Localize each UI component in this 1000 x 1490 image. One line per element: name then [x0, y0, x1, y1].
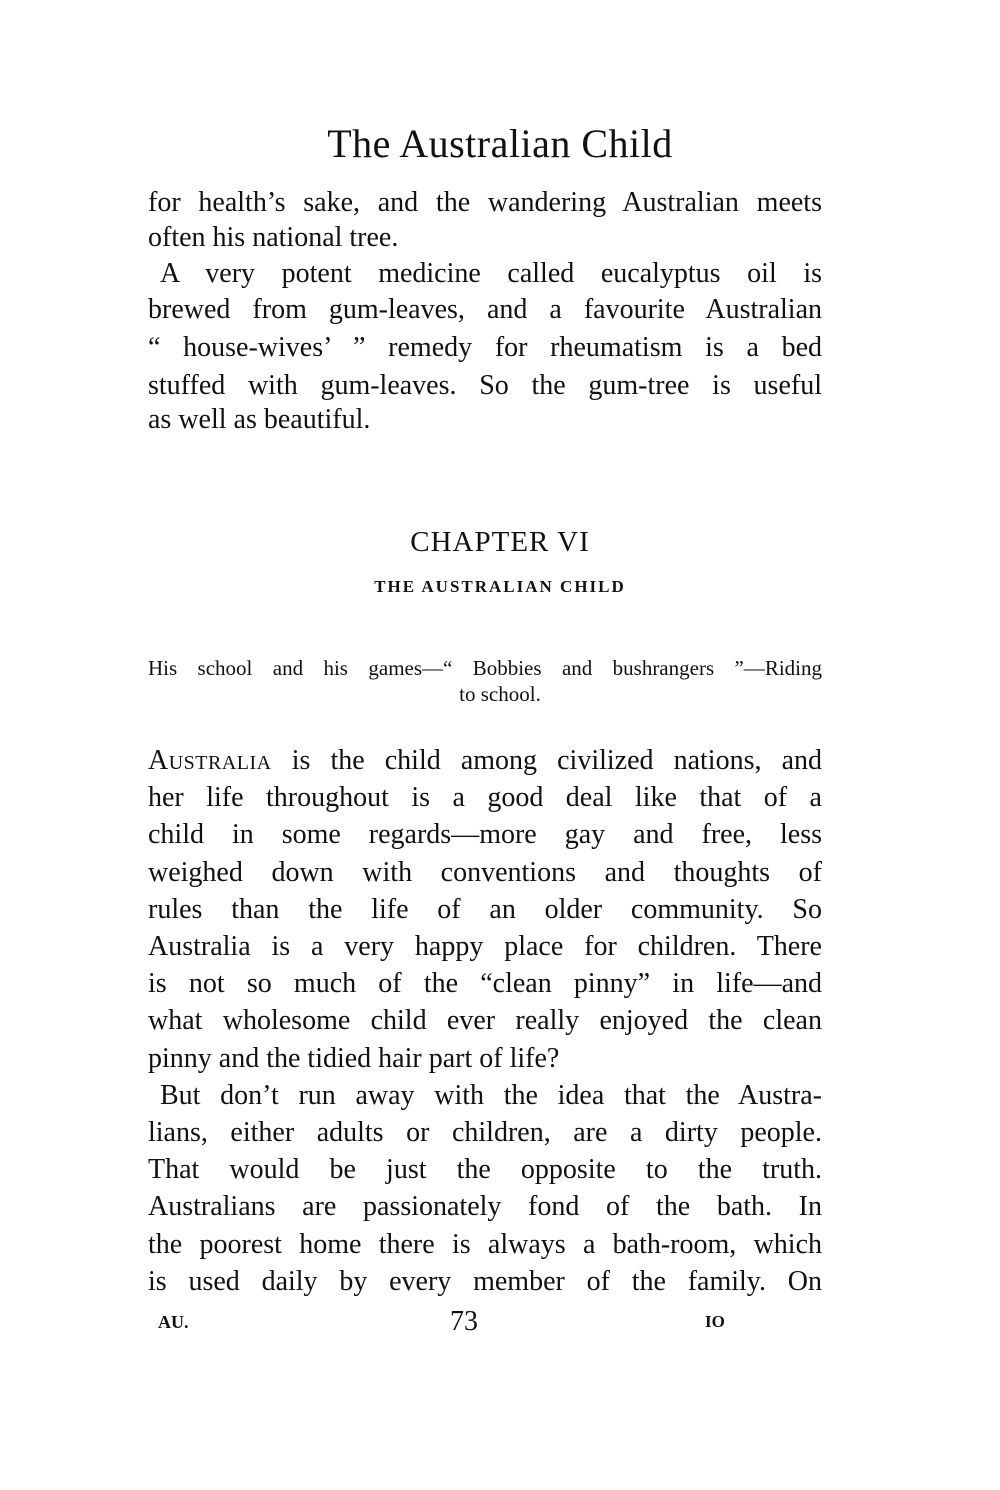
line-text: for health’s sake, and the wandering Australian meets [148, 187, 822, 218]
lead-word: Australia [148, 745, 272, 776]
text-line [160, 257, 822, 291]
text-line [148, 1190, 822, 1224]
text-line [148, 1042, 822, 1076]
text-line [148, 221, 822, 255]
line-text: the poorest home there is always a bath-room, which [148, 1229, 822, 1260]
line-text: is used daily by every member of the family. On [148, 1266, 822, 1297]
text-line [148, 744, 822, 778]
line-text: lians, either adults or children, are a dirty people. [148, 1117, 822, 1148]
line-text: often his national tree. [148, 222, 399, 253]
text-line [148, 1153, 822, 1187]
line-text: is not so much of the “clean pinny” in life—and [148, 968, 822, 999]
text-line [148, 403, 822, 437]
line-text: child in some regards—more gay and free, less [148, 819, 822, 850]
text-line [148, 293, 822, 327]
line-text: A very potent medicine called eucalyptus oil is [160, 258, 822, 289]
page-number: 73 [450, 1306, 478, 1337]
line-text: “ house-wives’ ” remedy for rheumatism is a bed [148, 332, 822, 363]
text-line [148, 1004, 822, 1038]
line-text: Australians are passionately fond of the bath. In [148, 1191, 822, 1222]
line-text: Australia is a very happy place for children. There [148, 931, 822, 962]
text-line [148, 893, 822, 927]
text-line [148, 967, 822, 1001]
text-line [160, 1079, 822, 1113]
text-line [148, 1265, 822, 1299]
line-text: rules than the life of an older community. So [148, 894, 822, 925]
gathering-number: IO [705, 1312, 725, 1331]
text-line [148, 781, 822, 815]
chapter-synopsis-continued: to school. [459, 682, 541, 706]
line-text: what wholesome child ever really enjoyed the clean [148, 1005, 822, 1036]
line-text: is the child among civilized nations, and [271, 745, 822, 776]
line-text: her life throughout is a good deal like that of a [148, 782, 822, 813]
text-line [148, 856, 822, 890]
line-text: stuffed with gum-leaves. So the gum-tree is useful [148, 370, 822, 401]
running-head: The Australian Child [327, 121, 673, 166]
line-text: pinny and the tidied hair part of life? [148, 1043, 560, 1074]
chapter-title: THE AUSTRALIAN CHILD [374, 577, 626, 596]
line-text: weighed down with conventions and thoughts of [148, 857, 822, 888]
text-line [148, 186, 822, 220]
line-text: as well as beautiful. [148, 404, 371, 435]
signature-mark: AU. [158, 1312, 189, 1332]
text-line [148, 818, 822, 852]
chapter-synopsis: His school and his games—“ Bobbies and bushrangers ”—Riding [148, 656, 822, 680]
text-line [148, 1116, 822, 1150]
text-line [148, 369, 822, 403]
line-text: That would be just the opposite to the truth. [148, 1154, 822, 1185]
chapter-number: CHAPTER VI [410, 526, 590, 558]
line-text: brewed from gum-leaves, and a favourite Australian [148, 294, 822, 325]
text-line [148, 930, 822, 964]
line-text: But don’t run away with the idea that the Austra- [160, 1080, 822, 1111]
text-line [148, 331, 822, 365]
text-line [148, 1228, 822, 1262]
